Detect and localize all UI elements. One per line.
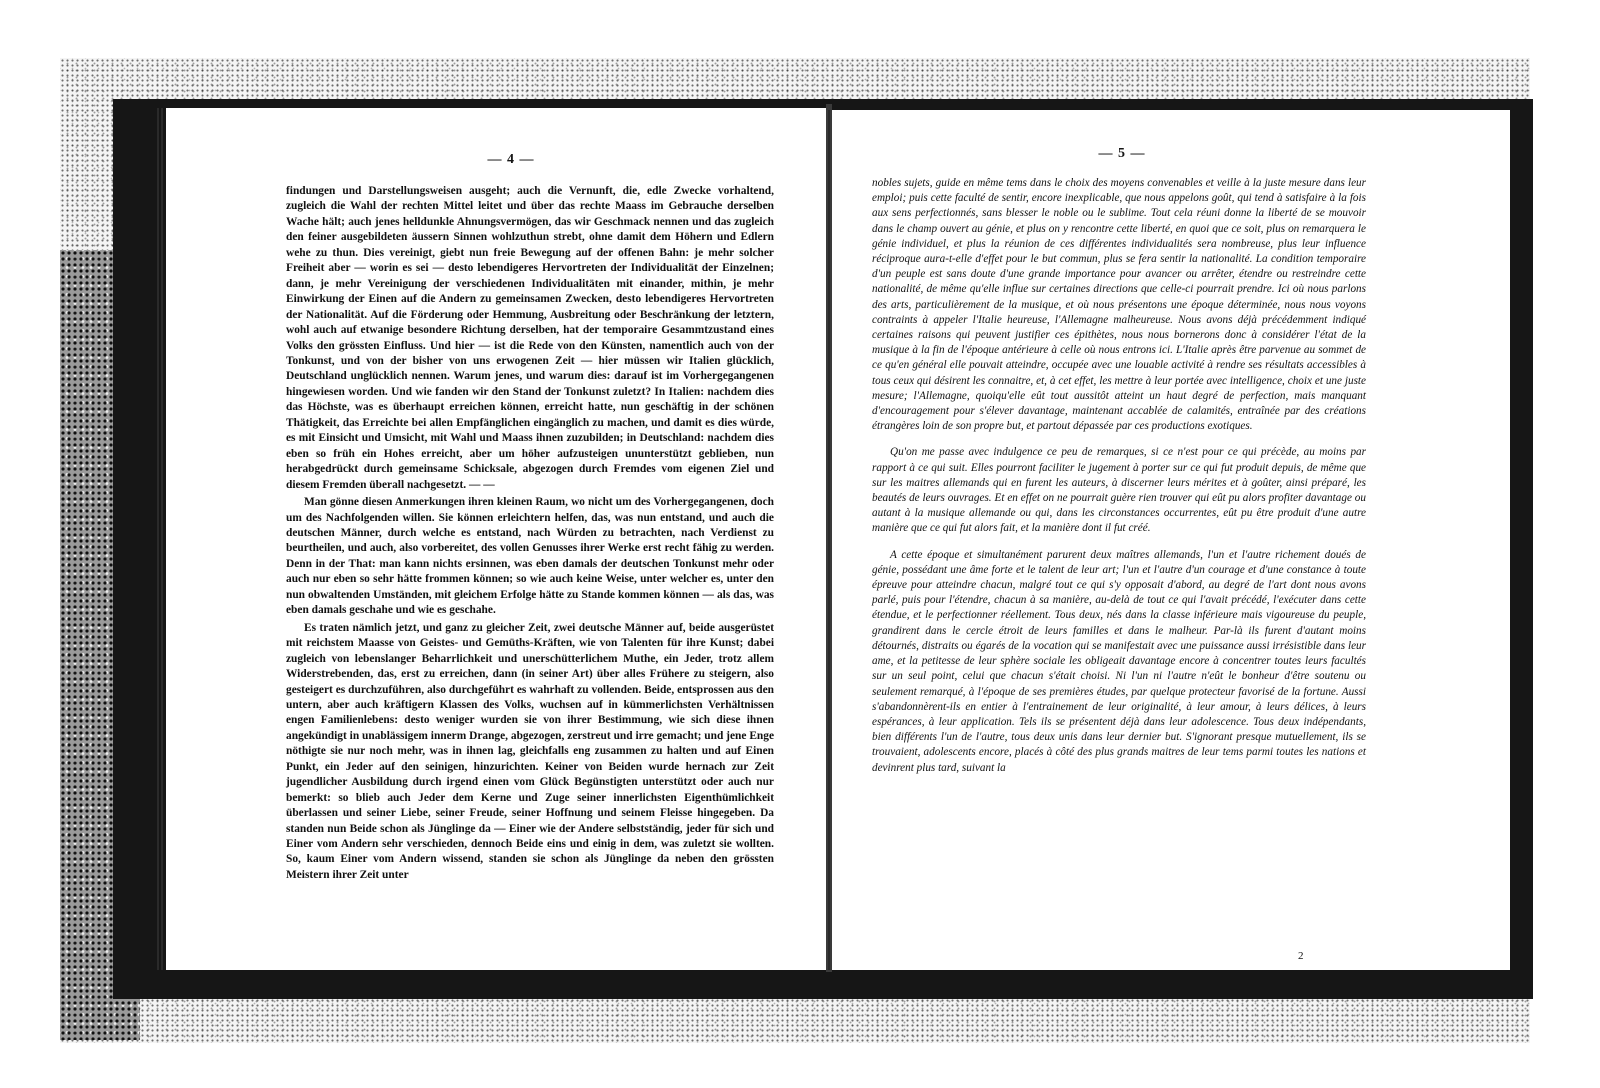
page-number: — 4 — — [487, 152, 535, 167]
paragraph: Es traten nämlich jetzt, und ganz zu gleicher Zeit, zwei deutsche Männer auf, beide ausgerüstet mit reichstem Maasse von Geistes- und Gemüths-Kräften, wie von Talenten für ihre Kunst; dabei zugleich von lebenslanger Beharrlichkeit und unerschütterlichem Muthe, ein Jeder, trotz allem Widerstrebenden, das, erst zu erreichen, dann (in seiner Art) über alles Frühere zu steigern, also gesteigert es durchzuführen, also durchgeführt es wahrhaft zu vollenden. Beide, entsprossen aus den untern, aber auch kräftigern Klassen des Volks, wuchsen auf in kümmerlichsten Verhältnissen engen Familienlebens: desto weniger wurden sie von ihrer Bestimmung, wie sich diese ihnen angekündigt in unablässigem innerm Drange, abgezogen, zerstreut und irre gemacht; und jene Enge nöthigte sie nur noch mehr, was in ihnen lag, gleichfalls eng zusammen zu halten und auf Einen Punkt, ein Jeder auf den seinigen, hinzurichten. Keiner von Beiden wurde hernach zur Zeit jugendlicher Ausbildung durch irgend einen vom Glück Begünstigten unterstützt oder auch nur bemerkt: so blieb auch Jeder dem Kerne und Zuge seiner innerlichsten Eigenthümlichkeit überlassen und seiner Liebe, seiner Freude, seiner Hoffnung und seinem Fleisse hingegeben. Da standen nun Beide schon als Jünglinge da — Einer wie der Andere selbstständig, jeder für sich und Einer vom Andern sehr verschieden, dennoch Beide eins und einig in dem, was zuletzt sie wollten. So, kaum Einer vom Andern wissend, standen sie schon als Jünglinge da neben den grössten Meistern ihrer Zeit unter — [286, 621, 774, 881]
paragraph: Qu'on me passe avec indulgence ce peu de remarques, si ce n'est pour ce qui précède, au moins par rapport à ce qui suit. Elles pourront faciliter le jugement à porter sur ce qui fut produit depuis, de même que sur les maitres allemands qui en furent les auteurs, à discerner leurs mérites et à goûter, ainsi préparé, les beautés de leurs ouvrages. Et en effet on ne pourrait guère rien trouver qui eût pu alors profiter davantage ou autant à la musique allemande ou qui, dans les circonstances occurrentes, eût pu être produit d'une autre manière que ce qui fut alors fait, et la manière dont il fut créé. — [872, 446, 1366, 535]
right-page — [832, 110, 1510, 970]
paragraph: A cette époque et simultanément parurent deux maîtres allemands, l'un et l'autre richement doués de génie, possédant une âme forte et le talent de leur art; l'un et l'autre d'un courage et d'une constance à toute épreuve pour atteindre chacun, malgré tout ce qui s'y opposait d'abord, au degré de l'art dont nous avons parlé, puis pour l'étendre, chacun à sa manière, au-delà de tout ce qui l'avait précédé, l'exécuter dans cette étendue, et le perfectionner réellement. Tous deux, nés dans la classe inférieure mais vigoureuse du peuple, grandirent dans le cercle étroit de leurs familles et dans le malheur. Par-là ils furent d'autant moins détournés, distraits ou égarés de la vocation qui se manifestait avec une puissance aussi irrésistible dans leur ame, et la petitesse de leur sphère sociale les obligeait davantage encore à concentrer toutes leurs facultés sur un seul point, celui que chacun s'était choisi. Ni l'un ni l'autre n'eût le bonheur d'être soutenu ou seulement remarqué, à l'époque de ses premières études, par quelque protecteur favorisé de la fortune. Aussi s'abandonnèrent-ils en entier à l'entrainement de leur originalité, à leur amour, à leurs délices, à leurs espérances, à leur application. Tels ils se présentent déjà dans leur adolescence. Tous deux indépendants, bien différents l'un de l'autre, tous deux unis dans leur dernier but. S'ignorant presque mutuellement, ils se trouvaient, adolescents encore, placés à côté des plus grands maitres de leur tems parmi toutes les nations et devinrent plus tard, suivant la — [872, 548, 1366, 774]
left-page — [166, 108, 826, 970]
paragraph: findungen und Darstellungsweisen ausgeht; auch die Vernunft, die, edle Zwecke vorhaltend, zugleich die Wahl der rechten Mittel leitet und über das rechte Maass im Gebrauche derselben Wache hält; auch jenes helldunkle Ahnungsvermögen, das wir Geschmack nennen und das zugleich den feiner ausgebildeten äussern Sinnen wohlzuthun strebt, ohne damit dem Höhern und Edlern wehe zu thun. Dies vereinigt, giebt nun freie Bewegung auf der offenen Bahn: je mehr solcher Freiheit aber — worin es sei — desto lebendigeres Hervortreten der Individualität der Einzelnen; dann, je mehr Vereinigung der verschiedenen Individualitäten mit einander, mithin, je mehr Einwirkung der Einen auf die Andern zu gemeinsamen Zwecken, desto lebendigeres Hervortreten der Nationalität. Auf die Förderung oder Hemmung, Ausbreitung oder Beschränkung der letztern, wohl auch auf etwanige besondere Richtung derselben, hat der temporaire Gesammtzustand eines Volks den grössten Einfluss. Und hier — ist die Rede von den Künsten, namentlich auch von der Tonkunst, und von der bisher von uns erwogenen Zeit — hier müssen wir Italien glücklich, Deutschland unglücklich nennen. Warum jenes, und warum dies: darauf ist im Vorhergegangenen hingewiesen worden. Und wie fanden wir den Stand der Tonkunst zuletzt? In Italien: nachdem dies das Höchste, was es überhaupt erreichen können, erreicht hatte, nun geschäftig in der schönen Thätigkeit, das Erreichte bei allen Empfänglichen eingänglich zu machen, und damit es dies würde, es mit Einsicht und Umsicht, mit Wahl und Maass ihnen zuzubilden; in Deutschland: nachdem dies eben so früh ein Hohes erreicht, aber um höher aufzusteigen ununterstützt geblieben, nun herabgedrückt durch gemeinsame Schicksale, abgezogen durch Fremdes vom eigenen Ziel und diesem Fremden überall nachgesetzt. — — — [286, 185, 774, 491]
german-text-block — [286, 184, 774, 883]
french-text-block — [872, 176, 1366, 776]
page-number: — 5 — — [1098, 146, 1146, 161]
paragraph: nobles sujets, guide en même tems dans le choix des moyens convenables et veille à la juste mesure dans leur emploi; puis cette faculté de sentir, encore inexplicable, que nous appelons goût, qui tend à satisfaire à la fois aux sens perfectionnés, sans blesser le noble ou le sublime. Tout cela réuni donne la liberté de se mouvoir dans le champ ouvert au génie, et plus on y rencontre cette liberté, en quoi que ce soit, plus on remarquera le génie individuel, et plus la réunion de ces différentes individualités sera nombreuse, plus leur influence réciproque aura-t-elle d'effet pour le but commun, plus se fera sentir la nationalité. La condition temporaire d'un peuple est sans doute d'une grande importance pour avancer ou arrêter, étendre ou restreindre cette nationalité, de même qu'elle influe sur certaines directions que celle-ci pourrait prendre. Ici où nous parlons des arts, particulièrement de la musique, et où nous présentons une époque déterminée, nous nous voyons contraints à appeler l'Italie heureuse, l'Allemagne malheureuse. Nous avons déjà précédemment indiqué certaines raisons qui peuvent justifier ces épithètes, nous nous bornerons donc à considérer l'état de la musique à la fin de l'époque antérieure à celle où nous entrons ici. L'Italie après être parvenue au sommet de ce qu'en général elle pouvait atteindre, occupée avec une louable activité à rendre ses résultats accessibles à tous ceux qui désirent les connaitre, et, à cet effet, les mettre à leur portée avec intelligence, choix et une juste mesure; l'Allemagne, quoiqu'elle eût tout aussitôt atteint un haut degré de perfection, mais manquant d'encouragement pour s'élever davantage, maintenant accablée de calamités, entraînée par des créations étrangères loin de son propre but, et partout dépassée par ces productions exotiques. — [872, 177, 1366, 433]
paragraph: Man gönne diesen Anmerkungen ihren kleinen Raum, wo nicht um des Vorhergegangenen, doch um des Nachfolgenden willen. Sie können erleichtern helfen, das, was nun entstand, und auch die deutschen Männer, durch welche es entstand, nach Würden zu betrachten, nach Verdienst zu beurtheilen, und auch, also vorbereitet, des vollen Genusses ihrer Werke erst recht fähig zu werden. Denn in der That: man kann nichts ersinnen, was eben damals der deutschen Tonkunst mehr oder auch nur eben so sehr hätte frommen können; so wie auch keine Weise, unter welcher es, unter den nun obwaltenden Umständen, mit gleichem Erfolge hätte zu Stande kommen können — als das, was eben damals geschahe und wie es geschahe. — [286, 496, 774, 617]
signature-mark: 2 — [1298, 950, 1304, 962]
